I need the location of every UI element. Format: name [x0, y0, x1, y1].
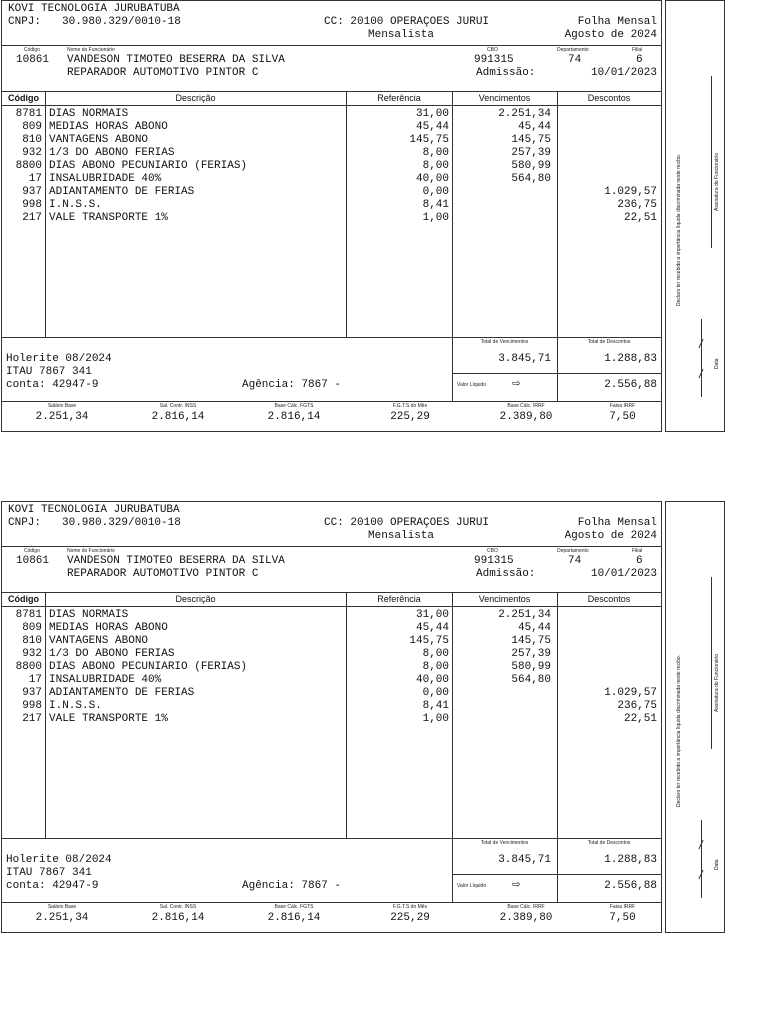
row-earning: 145,75 — [511, 635, 551, 647]
table-row — [2, 173, 661, 186]
items-table — [2, 108, 661, 225]
row-code: 932 — [22, 648, 42, 660]
signature-strip — [665, 501, 725, 933]
row-reference: 40,00 — [415, 173, 449, 185]
faixa-irrf-label: Faixa IRRF — [609, 403, 636, 409]
signature-line — [711, 577, 712, 749]
employee-role: REPARADOR AUTOMOTIVO PINTOR C — [67, 67, 259, 79]
col-descricao-header: Descrição — [175, 594, 216, 604]
signature-line — [711, 76, 712, 248]
row-code: 8781 — [15, 108, 42, 120]
row-code: 810 — [22, 635, 42, 647]
row-description: MEDIAS HORAS ABONO — [49, 121, 168, 133]
row-earning: 580,99 — [511, 661, 551, 673]
cost-center: CC: 20100 OPERAÇOES JURUI — [324, 16, 490, 28]
cbo-label: CBO — [487, 548, 498, 554]
row-description: 1/3 DO ABONO FERIAS — [49, 147, 175, 159]
row-reference: 45,44 — [415, 622, 449, 634]
cost-center: CC: 20100 OPERAÇOES JURUI — [324, 517, 490, 529]
row-description: VANTAGENS ABONO — [49, 635, 149, 647]
table-row — [2, 713, 661, 726]
fgts-mes-label: F.G.T.S do Mês — [392, 904, 428, 910]
salario-base-label: Salário Base — [47, 403, 77, 409]
salario-base-label: Salário Base — [47, 904, 77, 910]
employee-cbo: 991315 — [474, 555, 514, 567]
row-deduction: 22,51 — [623, 713, 657, 725]
agency: Agência: 7867 - — [242, 880, 342, 892]
cnpj-label: CNPJ: — [8, 16, 42, 28]
row-code: 17 — [28, 674, 42, 686]
row-description: VANTAGENS ABONO — [49, 134, 149, 146]
row-reference: 40,00 — [415, 674, 449, 686]
valor-liquido-label: Valor Líquido — [457, 883, 487, 889]
row-code: 8800 — [15, 661, 42, 673]
base-fgts-label: Base Cálc. FGTS — [274, 904, 314, 910]
holerite-title: Holerite 08/2024 — [6, 854, 112, 866]
row-reference: 45,44 — [415, 121, 449, 133]
col-vencimentos-header: Vencimentos — [478, 93, 531, 103]
fgts-mes-label: F.G.T.S do Mês — [392, 403, 428, 409]
date-label: Data — [714, 358, 720, 369]
row-earning: 564,80 — [511, 674, 551, 686]
filial-label: Filial — [632, 548, 643, 554]
row-earning: 45,44 — [517, 622, 551, 634]
payslip-main — [1, 0, 662, 432]
cnpj-value: 30.980.329/0010-18 — [62, 16, 181, 28]
row-reference: 145,75 — [409, 635, 449, 647]
total-vencimentos-label: Total de Vencimentos — [480, 840, 529, 846]
account-number: conta: 42947-9 — [6, 379, 99, 391]
row-description: 1/3 DO ABONO FERIAS — [49, 648, 175, 660]
base-irrf-label: Base Cálc. IRRF — [507, 403, 545, 409]
base-irrf-label: Base Cálc. IRRF — [507, 904, 545, 910]
col-codigo-header: Código — [8, 594, 39, 604]
codigo-label: Código — [24, 47, 40, 53]
table-row — [2, 134, 661, 147]
admissao-label: Admissão: — [476, 67, 536, 79]
table-row — [2, 609, 661, 622]
row-description: MEDIAS HORAS ABONO — [49, 622, 168, 634]
employee-name: VANDESON TIMOTEO BESERRA DA SILVA — [67, 555, 285, 567]
row-code: 937 — [22, 186, 42, 198]
employee-code: 10861 — [16, 54, 50, 66]
date-line — [701, 319, 702, 397]
col-descricao-header: Descrição — [175, 93, 216, 103]
table-row — [2, 147, 661, 160]
row-description: INSALUBRIDADE 40% — [49, 674, 162, 686]
table-row — [2, 212, 661, 225]
table-row — [2, 674, 661, 687]
row-code: 998 — [22, 700, 42, 712]
row-deduction: 1.029,57 — [604, 687, 657, 699]
faixa-irrf: 7,50 — [609, 411, 636, 423]
employee-code: 10861 — [16, 555, 50, 567]
row-reference: 8,41 — [422, 199, 449, 211]
sal-contr-inss-label: Sal. Contr. INSS — [159, 904, 197, 910]
col-referencia-header: Referência — [377, 93, 421, 103]
company-name: KOVI TECNOLOGIA JURUBATUBA — [8, 3, 180, 15]
table-row — [2, 108, 661, 121]
base-fgts: 2.816,14 — [267, 912, 321, 924]
payslip-copy-1 — [1, 0, 724, 432]
col-codigo-header: Código — [8, 93, 39, 103]
row-description: VALE TRANSPORTE 1% — [49, 212, 168, 224]
total-descontos-label: Total de Descontos — [587, 840, 631, 846]
right-arrow-icon: ⇨ — [512, 376, 521, 392]
employee-role: REPARADOR AUTOMOTIVO PINTOR C — [67, 568, 259, 580]
departamento-label: Departamento — [557, 47, 589, 53]
row-reference: 8,00 — [422, 160, 449, 172]
row-code: 17 — [28, 173, 42, 185]
col-descontos-header: Descontos — [587, 594, 631, 604]
total-descontos: 1.288,83 — [604, 854, 657, 866]
base-irrf: 2.389,80 — [499, 411, 553, 423]
table-row — [2, 687, 661, 700]
cnpj-label: CNPJ: — [8, 517, 42, 529]
row-code: 217 — [22, 212, 42, 224]
company-name: KOVI TECNOLOGIA JURUBATUBA — [8, 504, 180, 516]
signature-label: Assinatura do Funcionário — [714, 653, 720, 712]
row-code: 8781 — [15, 609, 42, 621]
total-vencimentos-label: Total de Vencimentos — [480, 339, 529, 345]
total-descontos-label: Total de Descontos — [587, 339, 631, 345]
row-deduction: 236,75 — [617, 700, 657, 712]
row-earning: 2.251,34 — [498, 609, 551, 621]
row-reference: 1,00 — [422, 212, 449, 224]
total-descontos: 1.288,83 — [604, 353, 657, 365]
row-description: DIAS ABONO PECUNIARIO (FERIAS) — [49, 661, 248, 673]
table-row — [2, 700, 661, 713]
row-earning: 257,39 — [511, 147, 551, 159]
row-reference: 0,00 — [422, 687, 449, 699]
date-line — [701, 820, 702, 898]
items-table — [2, 609, 661, 726]
row-code: 932 — [22, 147, 42, 159]
table-row — [2, 635, 661, 648]
sal-contr-inss: 2.816,14 — [151, 912, 205, 924]
fgts-mes: 225,29 — [390, 411, 430, 423]
sheet-type: Folha Mensal — [577, 517, 657, 529]
nome-label: Nome do Funcionário — [67, 47, 115, 53]
row-earning: 580,99 — [511, 160, 551, 172]
faixa-irrf-label: Faixa IRRF — [609, 904, 636, 910]
signature-strip — [665, 0, 725, 432]
row-code: 809 — [22, 121, 42, 133]
faixa-irrf: 7,50 — [609, 912, 636, 924]
valor-liquido: 2.556,88 — [604, 379, 657, 391]
admission-date: 10/01/2023 — [590, 67, 657, 79]
row-description: I.N.S.S. — [49, 199, 102, 211]
declaration-text: Declaro ter recebido a importância líquida discriminada neste recibo. — [676, 654, 682, 807]
departamento-label: Departamento — [557, 548, 589, 554]
salario-base: 2.251,34 — [35, 411, 89, 423]
row-reference: 0,00 — [422, 186, 449, 198]
contract-type: Mensalista — [368, 29, 435, 41]
row-reference: 8,00 — [422, 661, 449, 673]
base-fgts-label: Base Cálc. FGTS — [274, 403, 314, 409]
row-description: ADIANTAMENTO DE FERIAS — [49, 687, 195, 699]
payslip-copy-2 — [1, 501, 724, 933]
employee-department: 74 — [568, 555, 582, 567]
signature-label: Assinatura do Funcionário — [714, 152, 720, 211]
fgts-mes: 225,29 — [390, 912, 430, 924]
row-reference: 31,00 — [415, 108, 449, 120]
row-description: I.N.S.S. — [49, 700, 102, 712]
bank-name: ITAU 7867 341 — [6, 867, 92, 879]
payslip-main — [1, 501, 662, 933]
table-row — [2, 622, 661, 635]
row-deduction: 236,75 — [617, 199, 657, 211]
agency: Agência: 7867 - — [242, 379, 342, 391]
admissao-label: Admissão: — [476, 568, 536, 580]
sal-contr-inss: 2.816,14 — [151, 411, 205, 423]
base-irrf: 2.389,80 — [499, 912, 553, 924]
employee-department: 74 — [568, 54, 582, 66]
total-vencimentos: 3.845,71 — [498, 353, 551, 365]
base-fgts: 2.816,14 — [267, 411, 321, 423]
sal-contr-inss-label: Sal. Contr. INSS — [159, 403, 197, 409]
row-description: ADIANTAMENTO DE FERIAS — [49, 186, 195, 198]
period: Agosto de 2024 — [564, 29, 657, 41]
col-descontos-header: Descontos — [587, 93, 631, 103]
row-code: 8800 — [15, 160, 42, 172]
employee-cbo: 991315 — [474, 54, 514, 66]
period: Agosto de 2024 — [564, 530, 657, 542]
total-vencimentos: 3.845,71 — [498, 854, 551, 866]
row-earning: 145,75 — [511, 134, 551, 146]
date-label: Data — [714, 859, 720, 870]
employee-name: VANDESON TIMOTEO BESERRA DA SILVA — [67, 54, 285, 66]
row-reference: 1,00 — [422, 713, 449, 725]
row-code: 998 — [22, 199, 42, 211]
row-description: DIAS ABONO PECUNIARIO (FERIAS) — [49, 160, 248, 172]
row-code: 217 — [22, 713, 42, 725]
row-reference: 8,41 — [422, 700, 449, 712]
row-reference: 8,00 — [422, 147, 449, 159]
nome-label: Nome do Funcionário — [67, 548, 115, 554]
row-earning: 257,39 — [511, 648, 551, 660]
valor-liquido: 2.556,88 — [604, 880, 657, 892]
row-description: INSALUBRIDADE 40% — [49, 173, 162, 185]
cbo-label: CBO — [487, 47, 498, 53]
row-description: VALE TRANSPORTE 1% — [49, 713, 168, 725]
sheet-type: Folha Mensal — [577, 16, 657, 28]
table-row — [2, 121, 661, 134]
row-description: DIAS NORMAIS — [49, 609, 129, 621]
bank-name: ITAU 7867 341 — [6, 366, 92, 378]
valor-liquido-label: Valor Líquido — [457, 382, 487, 388]
salario-base: 2.251,34 — [35, 912, 89, 924]
table-row — [2, 199, 661, 212]
contract-type: Mensalista — [368, 530, 435, 542]
row-code: 809 — [22, 622, 42, 634]
row-reference: 8,00 — [422, 648, 449, 660]
row-reference: 145,75 — [409, 134, 449, 146]
table-row — [2, 648, 661, 661]
row-description: DIAS NORMAIS — [49, 108, 129, 120]
employee-branch: 6 — [636, 54, 643, 66]
col-referencia-header: Referência — [377, 594, 421, 604]
row-deduction: 22,51 — [623, 212, 657, 224]
row-code: 937 — [22, 687, 42, 699]
row-reference: 31,00 — [415, 609, 449, 621]
row-earning: 45,44 — [517, 121, 551, 133]
admission-date: 10/01/2023 — [590, 568, 657, 580]
employee-branch: 6 — [636, 555, 643, 567]
row-earning: 2.251,34 — [498, 108, 551, 120]
declaration-text: Declaro ter recebido a importância líquida discriminada neste recibo. — [676, 153, 682, 306]
table-row — [2, 160, 661, 173]
table-row — [2, 186, 661, 199]
right-arrow-icon: ⇨ — [512, 877, 521, 893]
cnpj-value: 30.980.329/0010-18 — [62, 517, 181, 529]
row-code: 810 — [22, 134, 42, 146]
table-row — [2, 661, 661, 674]
holerite-title: Holerite 08/2024 — [6, 353, 112, 365]
filial-label: Filial — [632, 47, 643, 53]
codigo-label: Código — [24, 548, 40, 554]
row-earning: 564,80 — [511, 173, 551, 185]
col-vencimentos-header: Vencimentos — [478, 594, 531, 604]
row-deduction: 1.029,57 — [604, 186, 657, 198]
account-number: conta: 42947-9 — [6, 880, 99, 892]
